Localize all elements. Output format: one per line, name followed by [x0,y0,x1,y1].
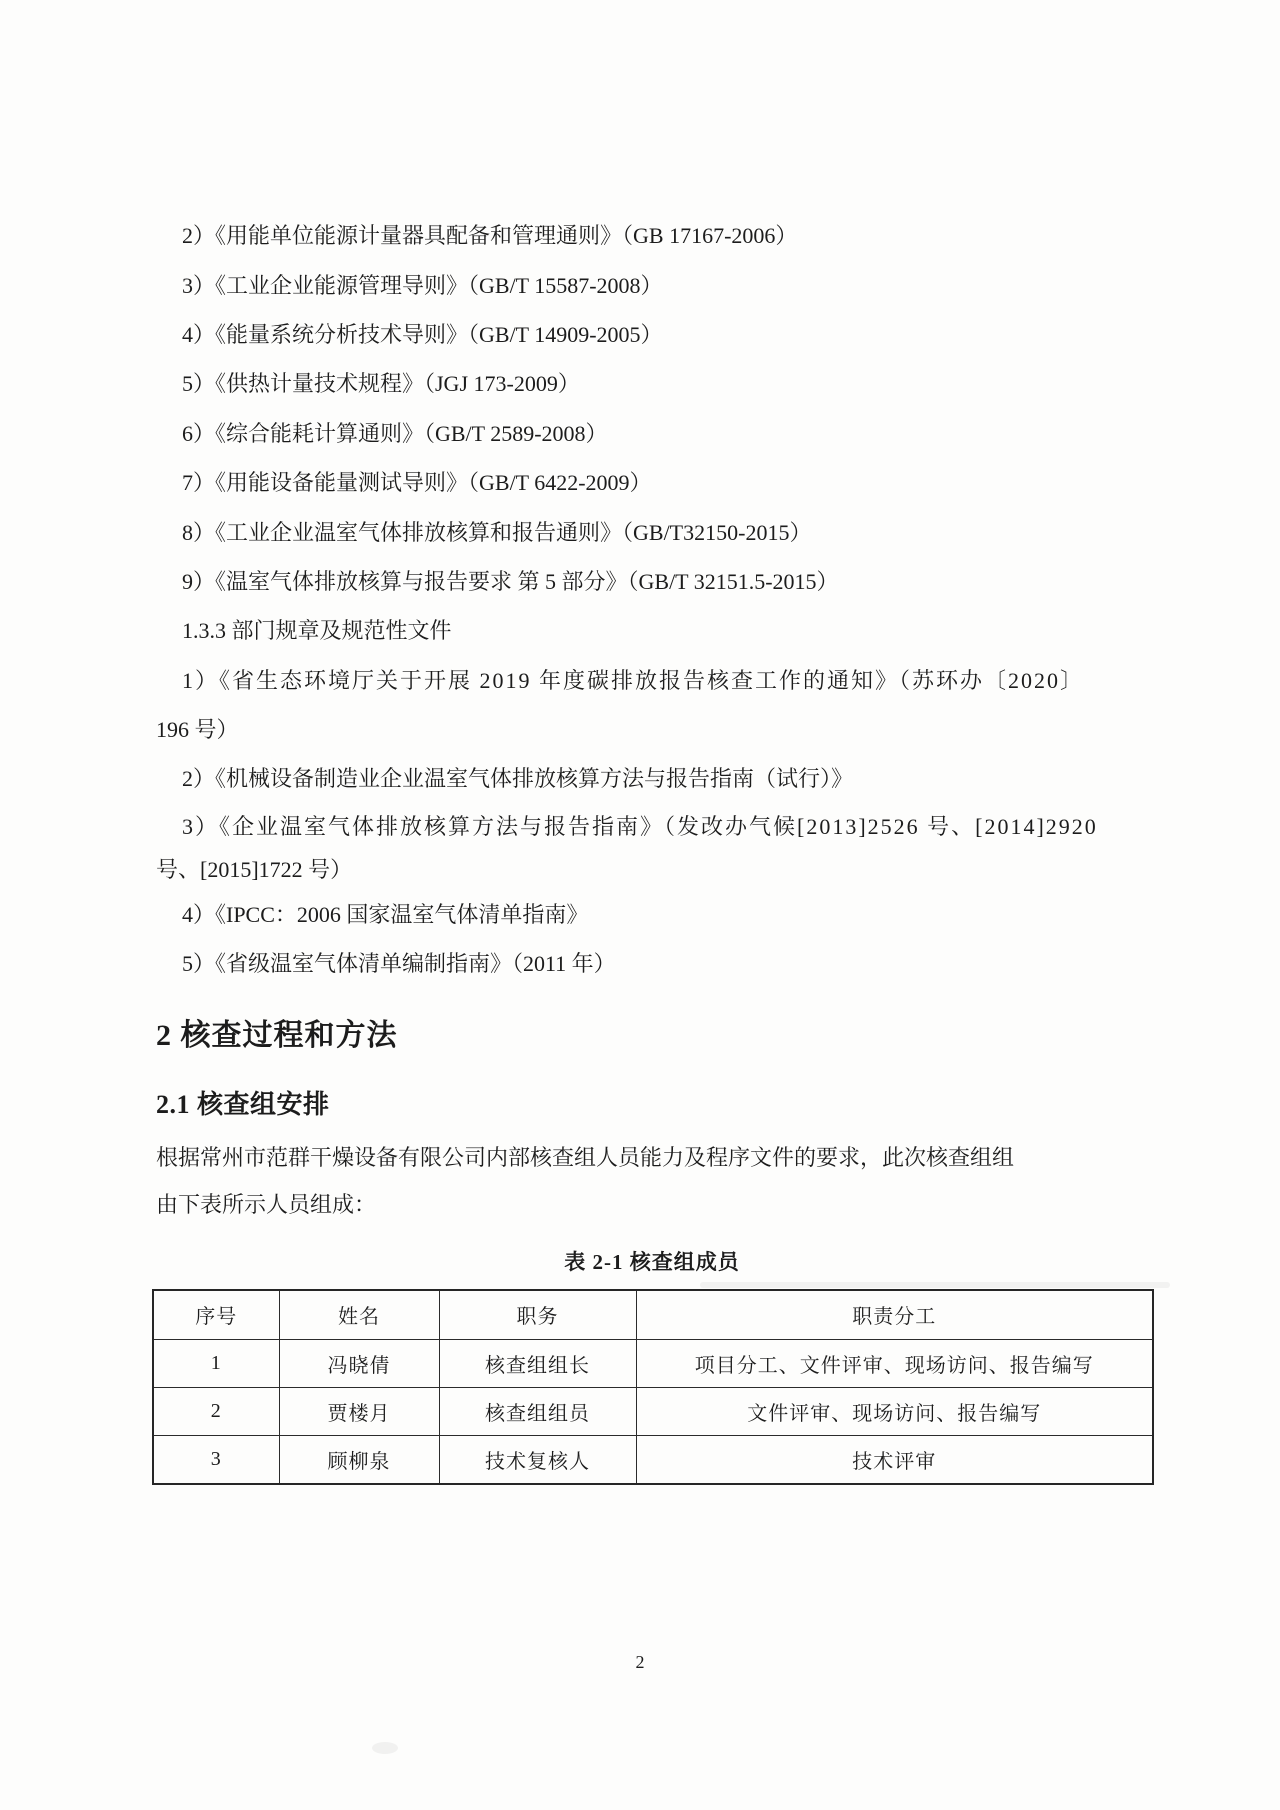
doc-text-line: 9）《温室气体排放核算与报告要求 第 5 部分》（GB/T 32151.5-2015） [182,568,839,594]
table-cell: 核查组组员 [439,1387,636,1435]
table-cell: 3 [153,1435,279,1484]
table-row [153,1435,1153,1484]
doc-text-line: 6）《综合能耗计算通则》（GB/T 2589-2008） [182,420,608,446]
doc-text-line: 5）《供热计量技术规程》（JGJ 173-2009） [182,371,580,397]
table-row [153,1387,1153,1435]
intro-paragraph [156,1134,1154,1228]
doc-text-line: 1.3.3 部门规章及规范性文件 [182,618,452,644]
doc-text-line: 5）《省级温室气体清单编制指南》（2011 年） [182,951,616,977]
doc-text-line: 2）《机械设备制造业企业温室气体排放核算方法与报告指南（试行）》 [182,766,854,792]
doc-text-line: 8）《工业企业温室气体排放核算和报告通则》（GB/T32150-2015） [182,519,812,545]
table-cell: 文件评审、现场访问、报告编写 [636,1387,1153,1435]
page-number: 2 [635,1652,645,1672]
section-heading: 2 核查过程和方法 [156,1019,398,1052]
table-cell: 1 [153,1339,279,1387]
doc-text-line: 196 号） [156,717,239,743]
table-cell: 2 [153,1387,279,1435]
table-cell: 技术评审 [636,1435,1153,1484]
doc-text-line: 1）《省生态环境厅关于开展 2019 年度碳排放报告核查工作的通知》（苏环办〔2020〕 [182,667,1085,693]
table-body [153,1339,1153,1484]
table-cell: 顾柳泉 [279,1435,439,1484]
doc-text-line: 2）《用能单位能源计量器具配备和管理通则》（GB 17167-2006） [182,223,798,249]
paragraph-line: 由下表所示人员组成： [156,1192,377,1217]
doc-text-line: 号、[2015]1722 号） [156,856,353,882]
table-title: 表 2-1 核查组成员 [564,1250,740,1274]
doc-text-line: 4）《IPCC：2006 国家温室气体清单指南》 [182,901,589,927]
table-header [153,1290,1153,1339]
doc-text-line: 7）《用能设备能量测试导则》（GB/T 6422-2009） [182,470,652,496]
doc-text-line: 3）《企业温室气体排放核算方法与报告指南》（发改办气候[2013]2526 号、[2014]2920 [182,813,1098,839]
doc-text-line: 3）《工业企业能源管理导则》（GB/T 15587-2008） [182,272,663,298]
table-header-cell: 职务 [439,1290,636,1339]
table-header-cell: 职责分工 [636,1290,1153,1339]
table-row [153,1339,1153,1387]
table-header-cell: 序号 [153,1290,279,1339]
verification-team-table [152,1289,1154,1485]
table-cell: 核查组组长 [439,1339,636,1387]
table-header-cell: 姓名 [279,1290,439,1339]
table-cell: 项目分工、文件评审、现场访问、报告编写 [636,1339,1153,1387]
reference-list [156,210,1150,987]
scan-smudge-artifact [700,1282,1170,1288]
table-cell: 贾楼月 [279,1387,439,1435]
table-header-row [153,1290,1153,1339]
scan-dot-artifact [372,1742,398,1754]
doc-text-line: 4）《能量系统分析技术导则》（GB/T 14909-2005） [182,321,663,347]
table-cell: 技术复核人 [439,1435,636,1484]
subsection-heading: 2.1 核查组安排 [156,1090,330,1119]
paragraph-line: 根据常州市范群干燥设备有限公司内部核查组人员能力及程序文件的要求，此次核查组组 [156,1145,1015,1170]
table-cell: 冯晓倩 [279,1339,439,1387]
